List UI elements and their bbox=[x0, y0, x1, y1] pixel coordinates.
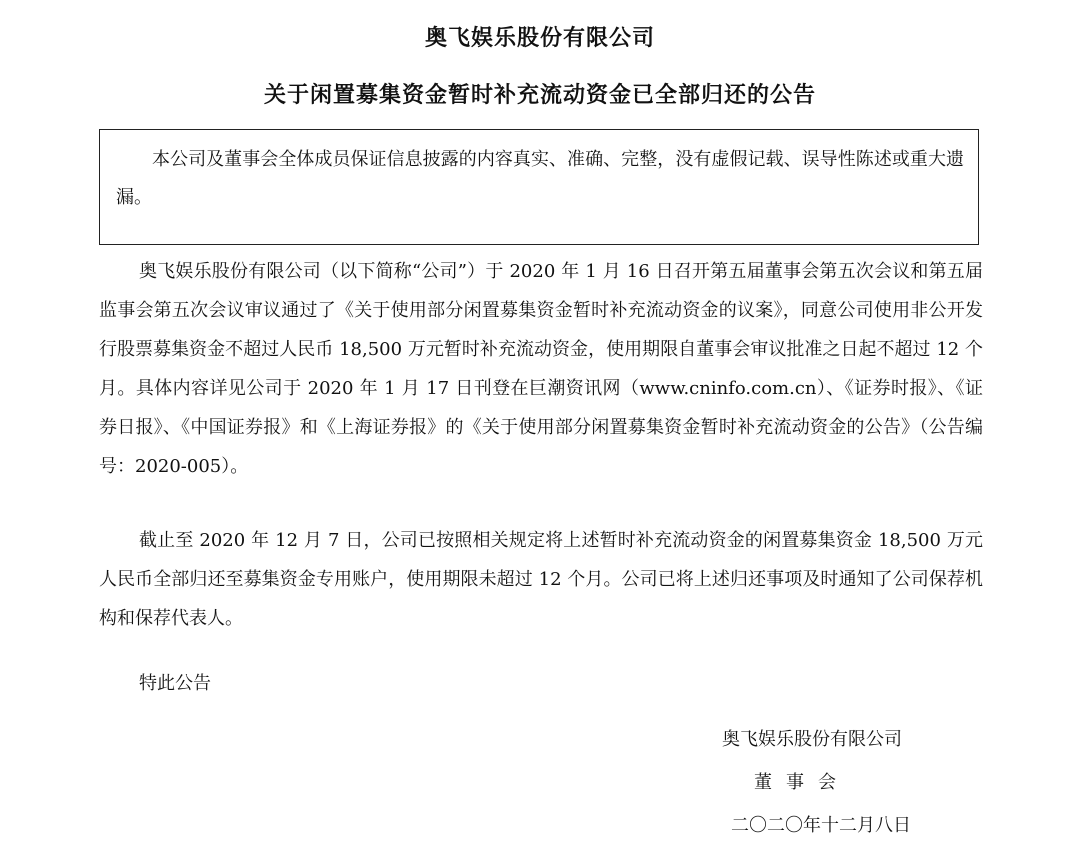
body-paragraph-1: 奥飞娱乐股份有限公司（以下简称“公司”）于 2020 年 1 月 16 日召开第五届董事会第五次会议和第五届监事会第五次会议审议通过了《关于使用部分闲置募集资金暂时补充流动资金的议案》，同意公司使用非公开发行股票募集资金不超过人民币 18,500 万元暂时补充流动资金，使用期限自董事会审议批准之日起不超过 12 个月。具体内容详见公司于 2020 年 1 月 17 日刊登在巨潮资讯网（www.cninfo.com.cn）、《证券时报》、《证券日报》、《中国证券报》和《上海证券报》的《关于使用部分闲置募集资金暂时补充流动资金的公告》（公告编号：2020-005）。 bbox=[99, 261, 983, 477]
statement-box: 本公司及董事会全体成员保证信息披露的内容真实、准确、完整，没有虚假记载、误导性陈述或重大遗漏。 bbox=[99, 129, 979, 245]
signature-company: 奥飞娱乐股份有限公司 bbox=[722, 729, 902, 750]
body-paragraph-2: 截止至 2020 年 12 月 7 日，公司已按照相关规定将上述暂时补充流动资金的闲置募集资金 18,500 万元人民币全部归还至募集资金专用账户，使用期限未超过 12 个月。公司已将上述归还事项及时通知了公司保荐机构和保荐代表人。 bbox=[99, 530, 983, 629]
signature-date: 二〇二〇年十二月八日 bbox=[731, 815, 911, 836]
notice-title: 关于闲置募集资金暂时补充流动资金已全部归还的公告 bbox=[263, 83, 816, 108]
closing-text: 特此公告 bbox=[139, 673, 211, 694]
signature-board: 董事会 bbox=[754, 772, 850, 793]
company-title: 奥飞娱乐股份有限公司 bbox=[424, 26, 655, 51]
